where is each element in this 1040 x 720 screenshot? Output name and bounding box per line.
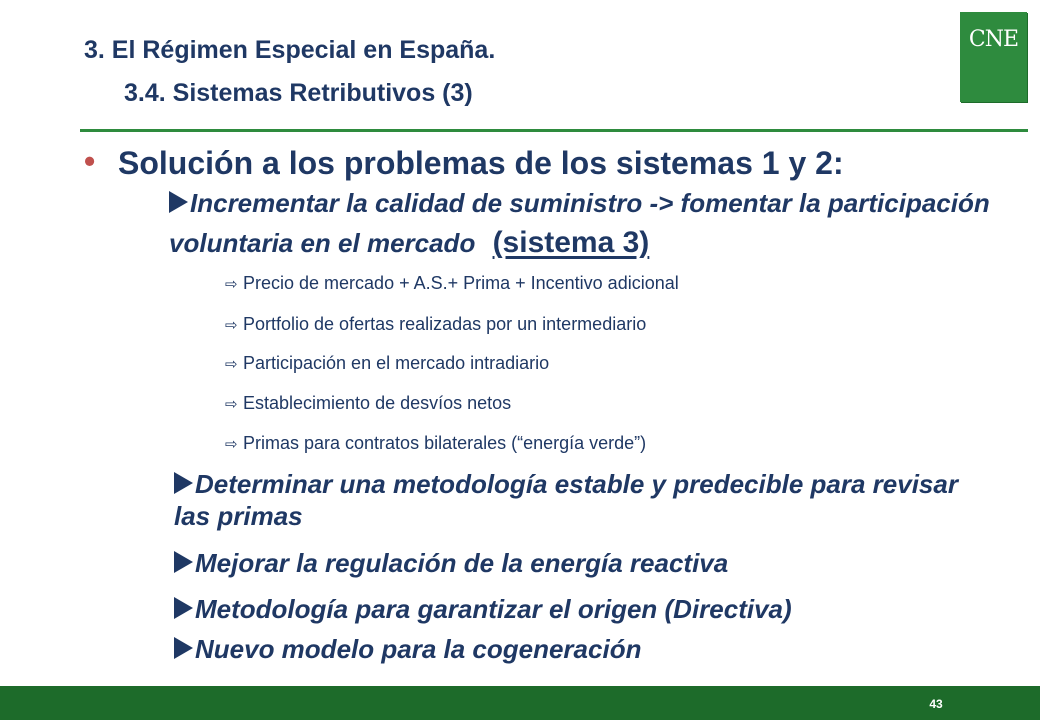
triangle-right-icon (169, 191, 188, 213)
list-item (225, 314, 646, 335)
title-divider (80, 129, 1028, 132)
sub-point-calidad (169, 184, 1019, 263)
triangle-right-icon (174, 472, 193, 494)
list-item-text: Precio de mercado + A.S.+ Prima + Incentivo adicional (243, 273, 679, 293)
hollow-arrow-right-icon: ⇨ (225, 317, 238, 334)
cne-logo (960, 12, 1027, 102)
sub-point-text: Metodología para garantizar el origen (Directiva) (195, 594, 792, 624)
list-item-text: Portfolio de ofertas realizadas por un intermediario (243, 314, 647, 334)
triangle-right-icon (174, 637, 193, 659)
list-item (225, 273, 679, 294)
slide-subtitle: 3.4. Sistemas Retributivos (3) (124, 79, 473, 107)
triangle-right-icon (174, 551, 193, 573)
sub-point-garantizar-origen (174, 594, 792, 625)
hollow-arrow-right-icon: ⇨ (225, 436, 238, 453)
sistema-3-highlight: (sistema 3) (492, 226, 650, 259)
list-item-text: Primas para contratos bilaterales (“energía verde”) (243, 433, 647, 453)
page-number: 43 (929, 697, 943, 711)
sub-point-text: Incrementar la calidad de suministro -> fomentar la participación voluntaria en el mercado (169, 188, 990, 258)
sub-point-cogeneracion (174, 634, 641, 665)
list-item (225, 433, 646, 454)
hollow-arrow-right-icon: ⇨ (225, 276, 238, 293)
footer-bar (0, 686, 1040, 720)
sub-point-text: Nuevo modelo para la cogeneración (195, 634, 642, 664)
sub-point-text: Determinar una metodología estable y predecible para revisar las primas (174, 469, 958, 531)
bullet-dot-icon: • (84, 143, 96, 179)
main-heading: Solución a los problemas de los sistemas 1 y 2: (118, 145, 844, 181)
list-item-text: Participación en el mercado intradiario (243, 353, 550, 373)
triangle-right-icon (174, 597, 193, 619)
hollow-arrow-right-icon: ⇨ (225, 396, 238, 413)
sub-point-metodologia-primas (174, 468, 974, 532)
hollow-arrow-right-icon: ⇨ (225, 356, 238, 373)
sub-point-energia-reactiva (174, 548, 728, 579)
list-item-text: Establecimiento de desvíos netos (243, 393, 512, 413)
list-item (225, 353, 549, 374)
sub-point-text: Mejorar la regulación de la energía reactiva (195, 548, 729, 578)
slide-title: 3. El Régimen Especial en España. (84, 36, 496, 64)
logo-text: CNE (968, 27, 1019, 52)
list-item (225, 393, 511, 414)
